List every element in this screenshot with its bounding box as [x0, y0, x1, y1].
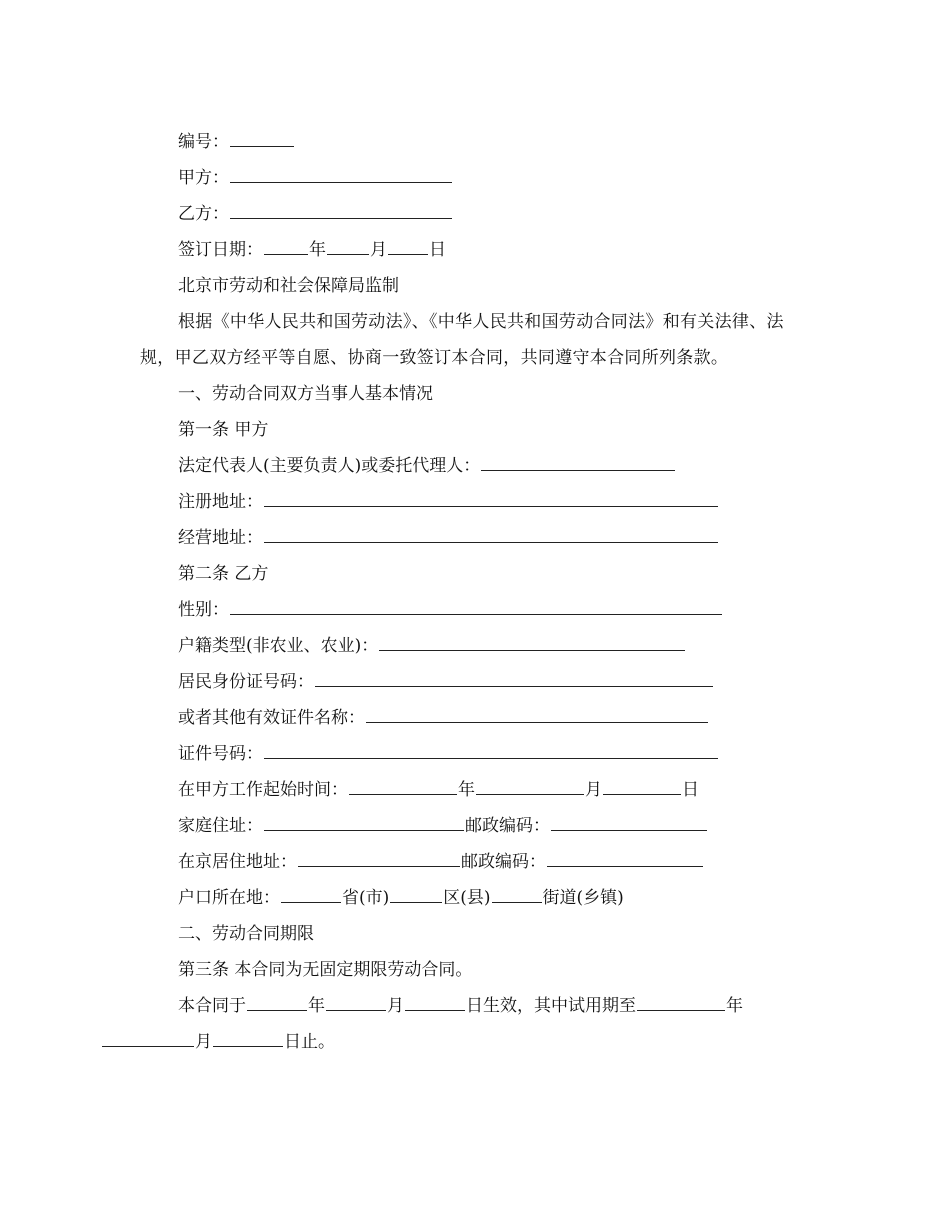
party-a-label: 甲方：	[178, 168, 229, 188]
cert-number-line	[140, 736, 790, 772]
effective-month-blank[interactable]	[326, 990, 386, 1011]
gender-line	[140, 592, 790, 628]
probation-day-blank[interactable]	[213, 1026, 283, 1047]
bj-address-label: 在京居住地址：	[178, 852, 297, 872]
contract-page	[140, 124, 790, 1060]
sign-year-blank[interactable]	[264, 234, 308, 255]
district-blank[interactable]	[390, 882, 442, 903]
section2-title: 二、劳动合同期限	[178, 924, 314, 944]
sign-date-label: 签订日期：	[178, 240, 263, 260]
legal-rep-blank[interactable]	[481, 450, 675, 471]
id-number-blank[interactable]	[315, 666, 713, 687]
party-a-blank[interactable]	[230, 162, 452, 183]
party-b-label: 乙方：	[178, 204, 229, 224]
sign-month-blank[interactable]	[327, 234, 369, 255]
home-address-label: 家庭住址：	[178, 816, 263, 836]
start-day-blank[interactable]	[603, 774, 681, 795]
bj-address-line	[140, 844, 790, 880]
other-cert-label: 或者其他有效证件名称：	[178, 708, 365, 728]
hukou-type-blank[interactable]	[379, 630, 685, 651]
effective-paragraph: 本合同于 年 月 日生效，其中试用期至 年 月 日止。	[140, 988, 790, 1060]
sign-date-line	[140, 232, 790, 268]
legal-rep-label: 法定代表人(主要负责人)或委托代理人：	[178, 456, 481, 476]
reg-address-line	[140, 484, 790, 520]
party-b-blank[interactable]	[230, 198, 452, 219]
article3-text: 第三条 本合同为无固定期限劳动合同。	[178, 960, 473, 980]
bj-postcode-blank[interactable]	[547, 846, 703, 867]
home-address-line	[140, 808, 790, 844]
number-blank[interactable]	[230, 126, 294, 147]
supervisor-line	[140, 268, 790, 304]
start-time-line: 在甲方工作起始时间： 年 月 日	[140, 772, 790, 808]
other-cert-blank[interactable]	[366, 702, 708, 723]
home-address-blank[interactable]	[264, 810, 464, 831]
biz-address-label: 经营地址：	[178, 528, 263, 548]
hukou-location-line: 户口所在地： 省(市) 区(县) 街道(乡镇)	[140, 880, 790, 916]
year-label: 年	[309, 240, 326, 260]
gender-blank[interactable]	[230, 594, 722, 615]
bj-postcode-label: 邮政编码：	[461, 852, 546, 872]
gender-label: 性别：	[178, 600, 229, 620]
effective-year-blank[interactable]	[247, 990, 307, 1011]
supervisor-text: 北京市劳动和社会保障局监制	[178, 276, 399, 296]
article1-heading: 第一条 甲方	[178, 420, 269, 440]
bj-address-blank[interactable]	[298, 846, 460, 867]
number-label: 编号：	[178, 132, 229, 152]
party-b-line	[140, 196, 790, 232]
effective-day-blank[interactable]	[405, 990, 465, 1011]
cert-number-label: 证件号码：	[178, 744, 263, 764]
probation-month-blank[interactable]	[102, 1026, 194, 1047]
start-month-blank[interactable]	[476, 774, 584, 795]
day-label: 日	[429, 240, 446, 260]
start-year-blank[interactable]	[349, 774, 457, 795]
sign-day-blank[interactable]	[388, 234, 428, 255]
party-a-line	[140, 160, 790, 196]
cert-number-blank[interactable]	[264, 738, 718, 759]
other-cert-line	[140, 700, 790, 736]
legal-rep-line	[140, 448, 790, 484]
hukou-location-label: 户口所在地：	[178, 888, 280, 908]
probation-year-blank[interactable]	[637, 990, 725, 1011]
number-line	[140, 124, 790, 160]
reg-address-label: 注册地址：	[178, 492, 263, 512]
biz-address-blank[interactable]	[264, 522, 718, 543]
article2-heading: 第二条 乙方	[178, 564, 269, 584]
id-number-line	[140, 664, 790, 700]
section1-title: 一、劳动合同双方当事人基本情况	[178, 384, 433, 404]
home-postcode-blank[interactable]	[551, 810, 707, 831]
home-postcode-label: 邮政编码：	[465, 816, 550, 836]
intro-paragraph: 根据《中华人民共和国劳动法》、《中华人民共和国劳动合同法》和有关法律、法规，甲乙双方经平等自愿、协商一致签订本合同，共同遵守本合同所列条款。	[140, 312, 784, 368]
street-blank[interactable]	[492, 882, 542, 903]
hukou-type-label: 户籍类型(非农业、农业)：	[178, 636, 379, 656]
month-label: 月	[370, 240, 387, 260]
hukou-type-line	[140, 628, 790, 664]
biz-address-line	[140, 520, 790, 556]
id-number-label: 居民身份证号码：	[178, 672, 314, 692]
province-blank[interactable]	[281, 882, 341, 903]
start-time-label: 在甲方工作起始时间：	[178, 780, 348, 800]
reg-address-blank[interactable]	[264, 486, 718, 507]
